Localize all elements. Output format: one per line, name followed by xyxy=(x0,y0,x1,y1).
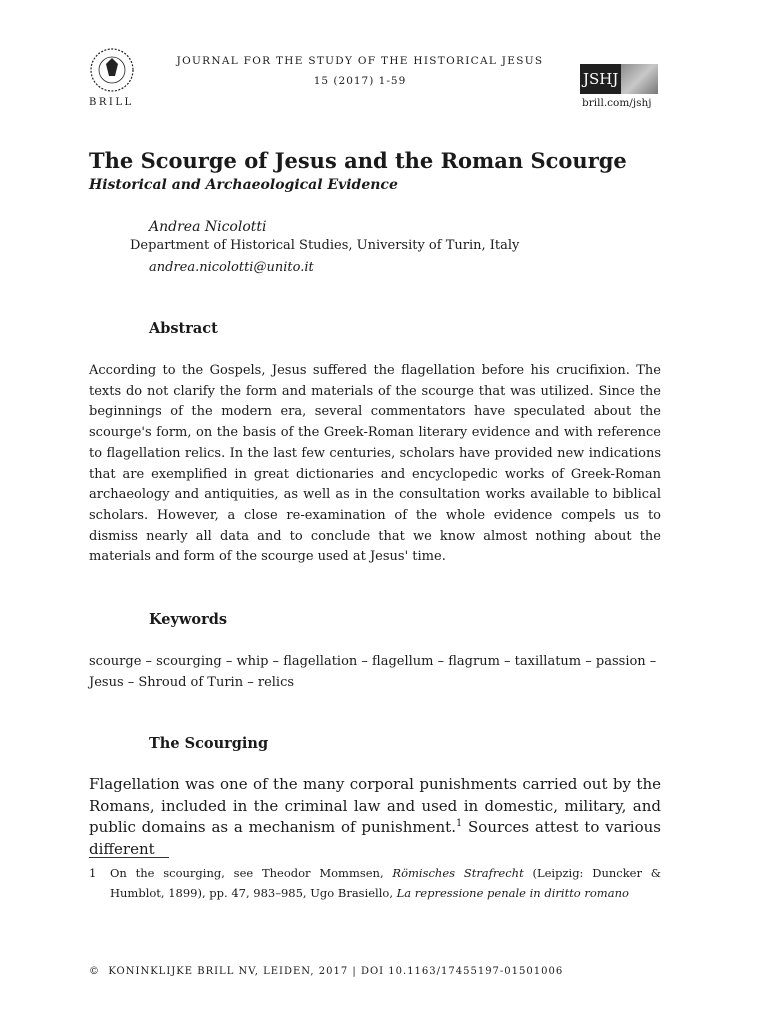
article-title: The Scourge of Jesus and the Roman Scourge xyxy=(89,148,627,173)
body-text-continued: Sources attest to various different xyxy=(89,818,661,858)
keywords-text: scourge – scourging – whip – flagellation – flagellum – flagrum – taxillatum – passion – Jesus – Shroud of Turin – relics xyxy=(89,654,657,690)
footnote-book-title: Römisches Strafrecht xyxy=(392,866,524,880)
journal-badge-image xyxy=(621,64,658,94)
journal-badge xyxy=(580,64,658,94)
article-subtitle: Historical and Archaeological Evidence xyxy=(89,177,398,193)
page-footer xyxy=(89,966,563,977)
copyright-symbol: © xyxy=(89,966,100,977)
footer-text: KONINKLIJKE BRILL NV, LEIDEN, 2017 | DOI 10.1163/17455197-01501006 xyxy=(108,966,564,977)
author-name: Andrea Nicolotti xyxy=(149,219,267,235)
footnote-number: 1 xyxy=(89,866,97,880)
footnote-book-title: La repressione penale in diritto romano xyxy=(396,886,629,900)
footnote-reference[interactable]: 1 xyxy=(455,818,463,829)
publisher-name: BRILL xyxy=(89,97,134,108)
journal-badge-text: JSHJ xyxy=(580,64,621,94)
abstract-text: According to the Gospels, Jesus suffered the flagellation before his crucifixion. The texts do not clarify the form and materials of the scourge that was utilized. Since the beginnings of the modern era, several commentators have speculated about the scourge's form, on the basis of the Greek-Roman literary evidence and with reference to flagellation relics. In the last few centuries, scholars have provided new indications that are exemplified in great dictionaries and encyclopedic works of Greek-Roman archaeology and antiquities, as well as in the consultation works available to biblical scholars. However, a close re-examination of the whole evidence compels us to dismiss nearly all data and to conclude that we know almost nothing about the materials and form of the scourge used at Jesus' time. xyxy=(89,363,661,565)
brill-seal-logo xyxy=(84,44,140,100)
abstract-heading: Abstract xyxy=(149,320,218,337)
body-text: Flagellation was one of the many corporal punishments carried out by the Romans, included in the criminal law and used in domestic, military, and public domains as a mechanism of punishment. xyxy=(89,775,661,836)
footnote-text-part: (Leipzig: Duncker & Humblot, 1899), pp. 47, 983–985, Ugo Brasiello, xyxy=(110,866,661,900)
footnote xyxy=(89,863,661,903)
footnote-divider xyxy=(89,857,169,858)
journal-issue: 15 (2017) 1-59 xyxy=(313,75,407,87)
section-body xyxy=(89,774,661,860)
footnote-text-part: On the scourging, see Theodor Mommsen, xyxy=(110,866,393,880)
journal-url[interactable]: brill.com/jshj xyxy=(582,97,652,109)
author-affiliation: Department of Historical Studies, University of Turin, Italy xyxy=(130,238,520,253)
section-heading: The Scourging xyxy=(149,735,269,752)
journal-title: JOURNAL FOR THE STUDY OF THE HISTORICAL JESUS xyxy=(176,55,544,67)
keywords-heading: Keywords xyxy=(149,611,228,628)
author-email[interactable]: andrea.nicolotti@unito.it xyxy=(149,260,314,275)
footnote-text xyxy=(110,863,661,903)
